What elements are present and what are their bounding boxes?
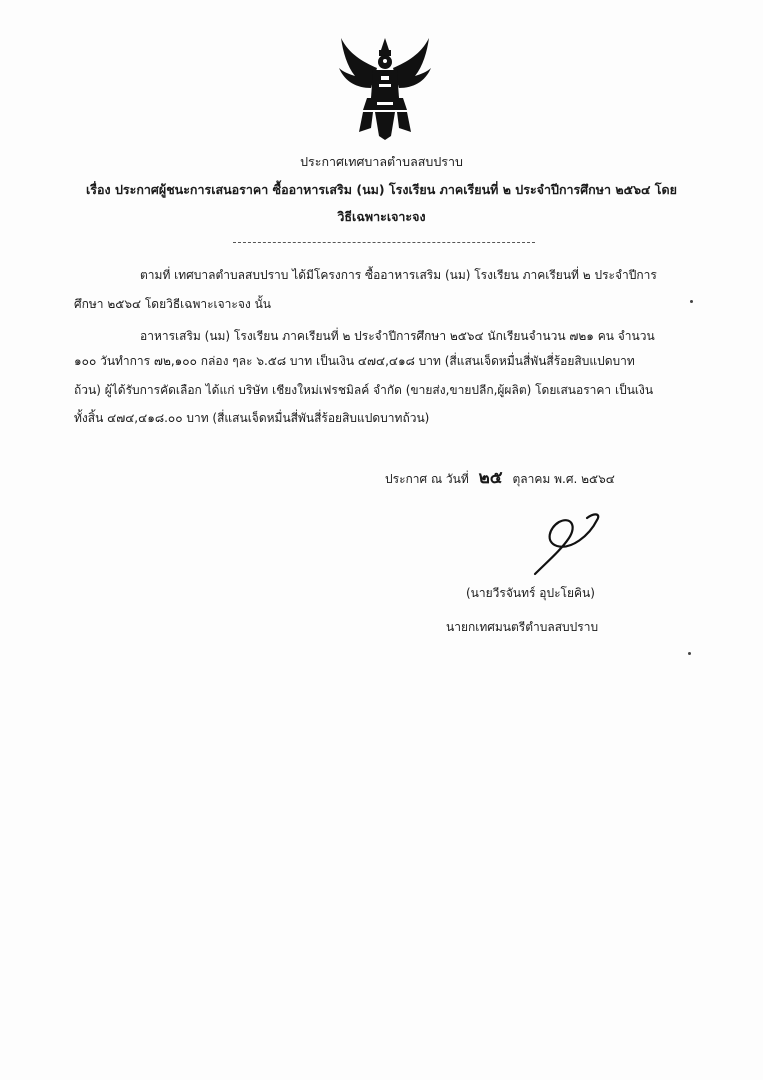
scan-speck <box>688 652 691 655</box>
garuda-emblem-icon <box>333 32 437 140</box>
paragraph-2-line-1: อาหารเสริม (นม) โรงเรียน ภาคเรียนที่ ๒ ประจำปีการศึกษา ๒๕๖๔ นักเรียนจำนวน ๗๒๑ คน จำนวน <box>140 329 655 343</box>
date-day: ๒๕ <box>478 468 503 488</box>
paragraph-2-line-4: ทั้งสิ้น ๔๗๔,๔๑๘.๐๐ บาท (สี่แสนเจ็ดหมื่นสี่พันสี่ร้อยสิบแปดบาทถ้วน) <box>74 411 430 425</box>
announcement-date <box>385 464 615 491</box>
date-prefix: ประกาศ ณ วันที่ <box>385 472 469 486</box>
paragraph-2-line-3: ถ้วน) ผู้ได้รับการคัดเลือก ได้แก่ บริษัท เชียงใหม่เฟรชมิลค์ จำกัด (ขายส่ง,ขายปลีก,ผู้ผลิต) โดยเสนอราคา เป็นเงิน <box>74 383 654 397</box>
paragraph-1-line-2: ศึกษา ๒๕๖๔ โดยวิธีเฉพาะเจาะจง นั้น <box>74 297 271 311</box>
paragraph-2-line-2: ๑๐๐ วันทำการ ๗๒,๑๐๐ กล่อง ๆละ ๖.๕๘ บาท เป็นเงิน ๔๗๔,๔๑๘ บาท (สี่แสนเจ็ดหมื่นสี่พันสี่ร้อยสิบแปดบาท <box>74 354 635 368</box>
subject-line-1: เรื่อง ประกาศผู้ชนะการเสนอราคา ซื้ออาหารเสริม (นม) โรงเรียน ภาคเรียนที่ ๒ ประจำปีการศึกษา ๒๕๖๔ โดย <box>86 182 677 197</box>
issuer-title: ประกาศเทศบาลตำบลสบปราบ <box>300 154 463 169</box>
handwritten-signature-icon <box>525 510 605 580</box>
paragraph-1-line-1: ตามที่ เทศบาลตำบลสบปราบ ได้มีโครงการ ซื้ออาหารเสริม (นม) โรงเรียน ภาคเรียนที่ ๒ ประจำปีการ <box>140 268 657 282</box>
date-month-year: ตุลาคม พ.ศ. ๒๕๖๔ <box>512 472 615 486</box>
signer-name: (นายวีรจันทร์ อุปะโยคิน) <box>466 586 595 600</box>
scan-speck <box>690 300 693 303</box>
subject-line-2: วิธีเฉพาะเจาะจง <box>337 209 426 224</box>
divider <box>233 242 535 243</box>
signer-title: นายกเทศมนตรีตำบลสบปราบ <box>446 620 599 634</box>
